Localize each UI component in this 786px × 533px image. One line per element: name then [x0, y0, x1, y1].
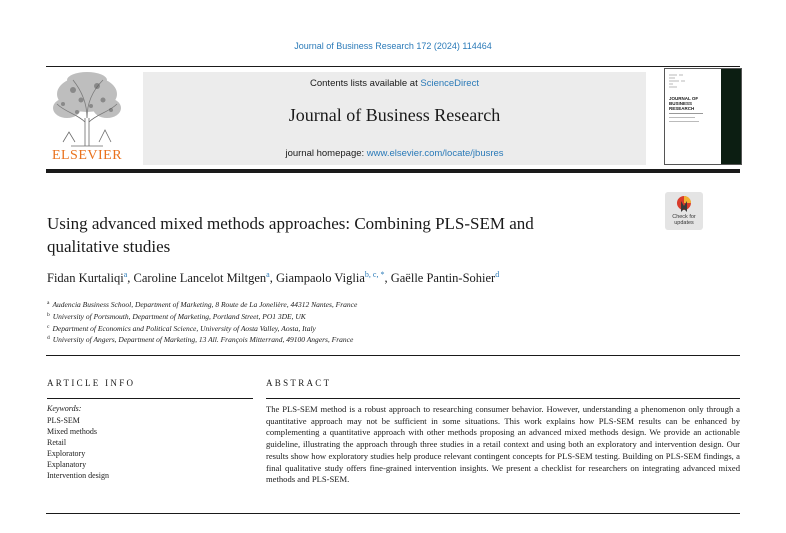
author[interactable]: Giampaolo Viglia$^{b, c, *}$,: [275, 270, 388, 285]
paper-title: [47, 212, 647, 258]
journal-title: Journal of Business Research: [288, 105, 501, 125]
journal-header-band: [143, 72, 646, 165]
author-affil-ref[interactable]: b, c, *: [364, 270, 385, 279]
homepage-prefix: journal homepage:: [285, 148, 365, 159]
section-divider: [46, 355, 740, 356]
journal-citation[interactable]: Journal of Business Research 172 (2024) 114464: [294, 41, 492, 51]
author[interactable]: Fidan Kurtaliqi$^a$,: [47, 270, 131, 285]
abstract-text: The PLS-SEM method is a robust approach to researching consumer behavior. However, understanding a phenomenon only through a quantitative approach may not be sufficient in some situations. This work explains how PLS-SEM results can be enhanced by complementing a quantitative approach with other methods proposing an advanced mixed methods design. We provide an actionable guideline, illustrating the approach through three studies in a retail context and using both an exploratory and intervention design. Our results show how exploratory studies help produce relevant contingent concepts for PLS-SEM testing. Building on PLS-SEM findings, a final qualitative study offers fine-grained intervention insights. We present a checklist for researchers on integrating advanced mixed methods and PLS-SEM.: [266, 404, 740, 485]
abstract-bottom-rule: [46, 513, 740, 514]
elsevier-logo[interactable]: [46, 72, 128, 164]
check-updates-label: Check for updates: [672, 214, 696, 226]
header-top-rule: [46, 66, 740, 67]
cover-title: JOURNAL OF BUSINESS RESEARCH: [669, 96, 699, 111]
article-info-rule: [47, 398, 253, 399]
author[interactable]: Caroline Lancelot Miltgen$^a$,: [133, 270, 273, 285]
keywords-list: [47, 415, 109, 482]
cover-dark-panel: [721, 69, 741, 164]
author[interactable]: Gaëlle Pantin-Sohier$^d$: [390, 270, 500, 285]
keyword: Intervention design: [47, 471, 109, 481]
author-list: [47, 270, 499, 286]
abstract-rule: [266, 398, 740, 399]
keywords-label: Keywords:: [47, 404, 82, 413]
paper-title-line2: qualitative studies: [47, 237, 171, 256]
abstract-heading: ABSTRACT: [266, 378, 332, 388]
header-bottom-rule: [46, 169, 740, 173]
elsevier-wordmark: ELSEVIER: [51, 148, 123, 163]
affiliation: $^d$ University of Angers, Department of Marketing, 13 All. François Mitterrand, 49100 Angers, France: [47, 335, 354, 344]
affiliation: $^a$ Audencia Business School, Department of Marketing, 8 Route de La Jonelière, 44312 Nantes, France: [47, 300, 358, 309]
cover-rule: [669, 121, 699, 122]
article-info-heading: ARTICLE INFO: [47, 378, 136, 388]
journal-homepage-link[interactable]: www.elsevier.com/locate/jbusres: [366, 148, 504, 159]
keyword: PLS-SEM: [47, 416, 80, 425]
check-updates-icon: [676, 195, 692, 213]
homepage-line: [143, 148, 646, 159]
check-for-updates-button[interactable]: [665, 192, 703, 230]
paper-title-line1: Using advanced mixed methods approaches: Combining PLS-SEM and: [47, 214, 534, 233]
sciencedirect-link[interactable]: ScienceDirect: [420, 78, 479, 89]
journal-cover-thumbnail[interactable]: [664, 68, 742, 165]
author-affil-ref[interactable]: a: [123, 270, 128, 279]
keyword: Mixed methods: [47, 427, 97, 437]
contents-line: [143, 78, 646, 89]
affiliation: $^b$ University of Portsmouth, Department of Marketing, Portland Street, PO1 3DE, UK: [47, 312, 306, 321]
contents-prefix: Contents lists available at: [310, 78, 418, 89]
author-affil-ref[interactable]: a: [266, 270, 270, 279]
cover-pattern-icon: [667, 73, 701, 93]
cover-rule: [669, 113, 703, 114]
affiliation: $^c$ Department of Economics and Political Science, University of Aosta Valley, Aosta, Italy: [47, 324, 316, 333]
keyword: Retail: [47, 438, 67, 448]
keyword: Exploratory: [47, 449, 86, 459]
cover-rule: [669, 117, 695, 118]
elsevier-tree-icon: [51, 72, 123, 148]
keyword: Explanatory: [47, 460, 87, 470]
author-affil-ref[interactable]: d: [495, 270, 500, 279]
